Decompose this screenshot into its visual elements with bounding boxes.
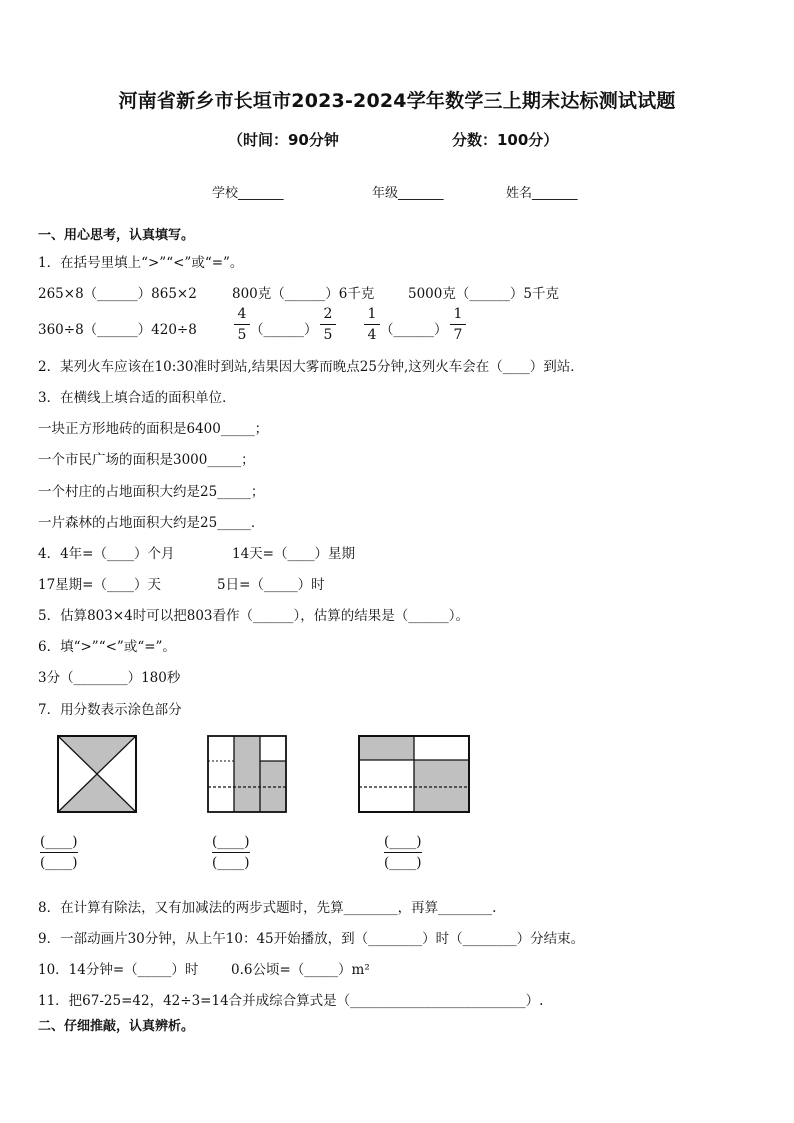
- fraction-numerator: 1: [453, 306, 463, 322]
- q1-item-a: 265×8（______）865×2: [38, 286, 197, 302]
- q1-text: 1．在括号里填上“>”“<”或“=”。: [38, 255, 244, 271]
- fraction-numerator: 1: [367, 306, 377, 322]
- q2-text: 2．某列火车应该在10:30准时到站,结果因大雾而晚点25分钟,这列火车会在（____）到站．: [38, 359, 584, 375]
- q5-text: 5．估算803×4时可以把803看作（______），估算的结果是（______）。: [38, 608, 470, 624]
- fraction-1-7: [450, 306, 466, 343]
- q4-item-d: 5日=（_____）时: [217, 577, 325, 593]
- answer-fraction-3[interactable]: [384, 833, 422, 872]
- answer-numerator: (____): [384, 834, 422, 850]
- q3-item-a: 一块正方形地砖的面积是6400_____；: [38, 421, 269, 437]
- q7-text: 7．用分数表示涂色部分: [38, 702, 182, 718]
- answer-numerator: (____): [212, 834, 250, 850]
- answer-denominator: (____): [40, 855, 78, 871]
- school-field: 学校_______: [212, 186, 284, 201]
- q1-compare-1: （______）: [250, 322, 318, 338]
- page-title: 河南省新乡市长垣市2023-2024学年数学三上期末达标测试试题: [118, 90, 676, 112]
- section-1-heading: 一、用心思考，认真填写。: [38, 228, 195, 243]
- fraction-4-5: [234, 306, 250, 343]
- q3-item-b: 一个市民广场的面积是3000_____；: [38, 452, 255, 468]
- q1-item-c: 5000克（______）5千克: [408, 286, 559, 302]
- answer-denominator: (____): [384, 855, 422, 871]
- answer-fraction-2[interactable]: [212, 833, 250, 872]
- fraction-denominator: 5: [323, 327, 333, 343]
- score-label: 分数：100分）: [452, 131, 559, 149]
- q9-text: 9．一部动画片30分钟，从上午10：45开始播放，到（________）时（________）分结束。: [38, 931, 585, 947]
- fraction-numerator: 4: [237, 306, 247, 322]
- q3-item-d: 一片森林的占地面积大约是25_____．: [38, 515, 265, 531]
- q1-item-b: 800克（______）6千克: [232, 286, 375, 302]
- q4-item-b: 14天=（____）星期: [232, 546, 355, 562]
- q3-text: 3．在横线上填合适的面积单位．: [38, 390, 236, 406]
- q1-item-d: 360÷8（______）420÷8: [38, 322, 197, 338]
- q4-item-c: 17星期=（____）天: [38, 577, 161, 593]
- figure-diagonal-square: [57, 735, 137, 813]
- q1-compare-2: （______）: [380, 322, 448, 338]
- q6-text: 6．填“>”“<”或“=”。: [38, 639, 176, 655]
- q6-item-a: 3分（________）180秒: [38, 670, 181, 686]
- fraction-1-4: [364, 306, 380, 343]
- figure-rectangle-grid: [358, 735, 470, 813]
- answer-numerator: (____): [40, 834, 78, 850]
- answer-fraction-1[interactable]: [40, 833, 78, 872]
- fraction-denominator: 4: [367, 327, 377, 343]
- answer-denominator: (____): [212, 855, 250, 871]
- fraction-2-5: [320, 306, 336, 343]
- figure-column-grid: [207, 735, 287, 813]
- q10-item-b: 0.6公顷=（_____）m²: [231, 962, 370, 978]
- grade-field: 年级_______: [372, 186, 444, 201]
- q4-item-a: 4．4年=（____）个月: [38, 546, 175, 562]
- q8-text: 8．在计算有除法，又有加减法的两步式题时，先算________，再算________.: [38, 900, 497, 916]
- fraction-numerator: 2: [323, 306, 333, 322]
- q3-item-c: 一个村庄的占地面积大约是25_____；: [38, 484, 265, 500]
- fraction-denominator: 7: [453, 327, 463, 343]
- time-label: （时间：90分钟: [228, 131, 339, 149]
- fraction-denominator: 5: [237, 327, 247, 343]
- section-2-heading: 二、仔细推敲，认真辨析。: [38, 1019, 195, 1034]
- name-field: 姓名_______: [506, 186, 578, 201]
- q10-item-a: 10．14分钟=（_____）时: [38, 962, 199, 978]
- q11-text: 11．把67-25=42，42÷3=14合并成综合算式是（__________________________）.: [38, 993, 544, 1009]
